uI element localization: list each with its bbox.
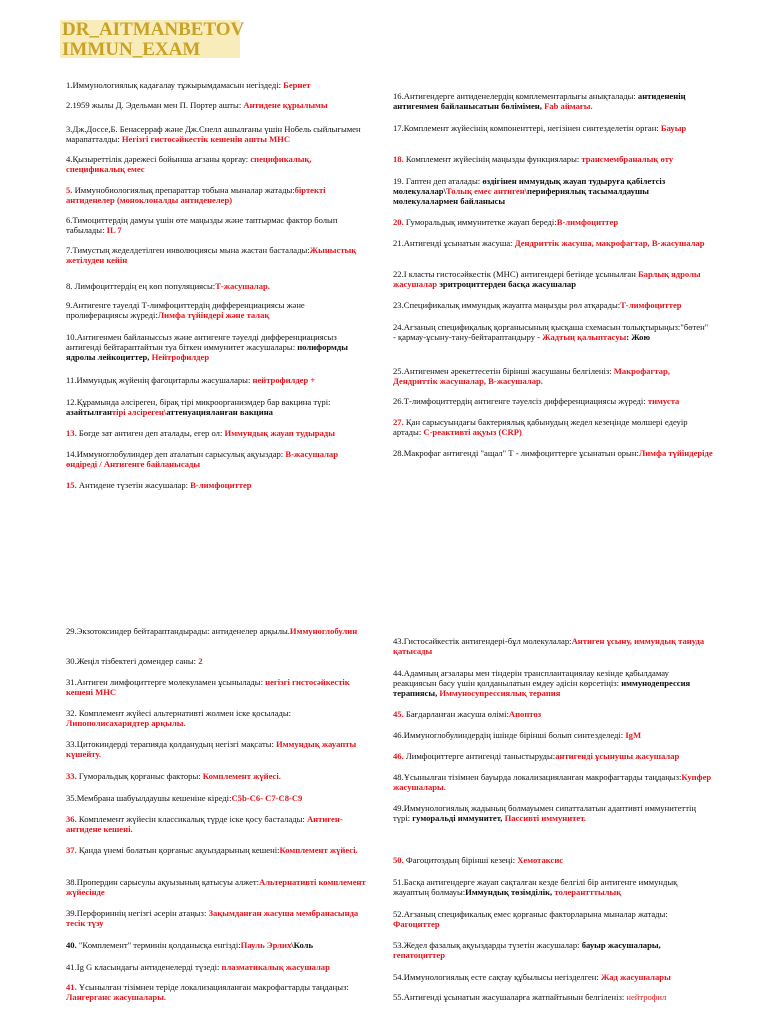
question-item bbox=[66, 332, 366, 362]
question-number: 9. bbox=[66, 300, 73, 310]
question-number: 33. bbox=[66, 739, 77, 749]
question-number: 7. bbox=[66, 245, 73, 255]
answer-text: трансмембраналық өту bbox=[581, 154, 674, 164]
question-item bbox=[66, 708, 366, 728]
answer-text: : Жою bbox=[626, 332, 651, 342]
question-item bbox=[393, 751, 713, 761]
question-item bbox=[393, 972, 713, 982]
question-text: Антигенмен байланыссыз және антигенге тәуелді дифференциациясыз антигенді бейтараптайтын туа біткен иммунитет жасушалары: bbox=[66, 332, 337, 352]
answer-text: негізгі гистосәйкестік кешені МНС bbox=[66, 677, 350, 697]
question-item bbox=[66, 962, 366, 972]
question-item bbox=[393, 154, 713, 164]
answer-text: иммунодепрессия терапиясы, bbox=[393, 678, 691, 698]
question-item bbox=[66, 739, 366, 759]
question-number: 6. bbox=[66, 215, 73, 225]
question-item bbox=[66, 982, 366, 1002]
question-text: Антигенді ұсынатын жасушаларға жатпайтынын белгіленіз: bbox=[403, 992, 627, 1002]
question-item bbox=[66, 80, 366, 90]
question-text: Антидене түзетін жасушалар: bbox=[76, 480, 191, 490]
question-text: Мембрана шабуылдаушы кешеніне кіреді: bbox=[76, 793, 232, 803]
question-text: Бөгде зат антиген деп аталады, егер ол: bbox=[76, 428, 225, 438]
question-item bbox=[66, 793, 366, 803]
question-number: 25. bbox=[393, 366, 404, 376]
question-number: 23. bbox=[393, 300, 404, 310]
question-item bbox=[66, 940, 366, 950]
question-number: 53. bbox=[393, 940, 404, 950]
answer-text: эритроциттерден басқа жасушалар bbox=[439, 279, 576, 289]
answer-text: бауыр жасушалары, bbox=[581, 940, 661, 950]
question-text: Басқа антигендерге жауап сақталған кезде белгілі бір антигенге иммундық жауаптың болмауы: bbox=[393, 877, 678, 897]
answer-text: Фагоциттер bbox=[393, 919, 440, 929]
answer-text: Толық емес антиген\ bbox=[445, 186, 528, 196]
question-number: 55. bbox=[393, 992, 404, 1002]
answer-text: Нейтрофилдер bbox=[151, 352, 210, 362]
question-text: Адамның ағзалары мен тіндерін трансплантациялау кезінде қабылдамау реакциясын басу үшін қолданылатын емдеу әдісін көрсетіңіз: bbox=[393, 668, 669, 688]
answer-text: В-лимфоциттер bbox=[556, 217, 619, 227]
question-number: 31. bbox=[66, 677, 77, 687]
question-item bbox=[393, 709, 713, 719]
answer-text: С-реактивті ақуыз (CRP) bbox=[423, 427, 522, 437]
answer-text: Комплемент жүйесі. bbox=[202, 771, 281, 781]
answer-text: Лимфа түйіндері және талақ bbox=[157, 310, 270, 320]
question-item bbox=[393, 91, 713, 111]
question-number: 41. bbox=[66, 982, 77, 992]
question-text: Антигенмен әрекеттесетін бірінші жасушаны белгіленіз: bbox=[403, 366, 614, 376]
answer-text: Антиденe құрылымы bbox=[243, 100, 328, 110]
answer-text: плазматикалық жасушалар bbox=[221, 962, 330, 972]
question-number: 22. bbox=[393, 269, 404, 279]
answer-text: Иммундық төзімділік, bbox=[465, 887, 555, 897]
question-number: 39. bbox=[66, 908, 77, 918]
answer-text: Иммундық жауап тудырады bbox=[224, 428, 335, 438]
question-item bbox=[393, 772, 713, 792]
answer-text: Бернет bbox=[283, 80, 311, 90]
question-item bbox=[393, 992, 713, 1002]
question-item bbox=[66, 908, 366, 928]
question-item bbox=[66, 771, 366, 781]
question-item bbox=[393, 877, 713, 897]
question-item bbox=[66, 656, 366, 666]
question-item bbox=[393, 855, 713, 865]
question-text: Лимфоциттердің ең көп популяциясы: bbox=[72, 281, 216, 291]
question-text: Макрофаг антигенді "ащал" Т - лимфоциттерге ұсынатын орын: bbox=[403, 448, 639, 458]
answer-text: өздігінен иммундық жауап тудыруға қабілетсіз молекулалар\ bbox=[393, 176, 666, 196]
question-item bbox=[66, 480, 366, 490]
question-text: Гаптен деп аталады: bbox=[403, 176, 483, 186]
answer-text: тірі әлсіреген\ bbox=[111, 407, 167, 417]
answer-text: Жад жасушалары bbox=[600, 972, 671, 982]
answer-text: IL 7 bbox=[106, 225, 122, 235]
question-text: Иммунологиялық жадының болмауымен сипатталатын адаптивті иммунитеттің түрі: bbox=[393, 803, 696, 823]
question-text: Ig G класындағы антиденелерді түзеді: bbox=[76, 962, 222, 972]
question-text: Комплемент жүйесінің маңызды функциялары: bbox=[403, 154, 582, 164]
question-text: Қан сарысуындағы бактериялық қабынудың жедел кезеңінде мөлшері едеуір артады: bbox=[393, 417, 688, 437]
question-text: Лимфоциттерге антигенді таныстыруды: bbox=[403, 751, 556, 761]
question-item bbox=[393, 238, 713, 248]
question-number: 40. bbox=[66, 940, 77, 950]
answer-text: 2 bbox=[198, 656, 203, 666]
question-number: 11. bbox=[66, 375, 77, 385]
question-number: 4. bbox=[66, 154, 73, 164]
answer-text: нейтрофилдер + bbox=[252, 375, 316, 385]
question-item bbox=[66, 814, 366, 834]
question-text: "Комплемент" терминін қолданысқа енгізді: bbox=[76, 940, 241, 950]
answer-text: Лимфа түйіндеріде bbox=[638, 448, 713, 458]
question-number: 14. bbox=[66, 449, 77, 459]
question-number: 46. bbox=[393, 751, 404, 761]
question-number: 38. bbox=[66, 877, 77, 887]
question-text: Қызыреттілік дәрежесі бойынша ағзаны қорғау: bbox=[72, 154, 251, 164]
question-number: 43. bbox=[393, 636, 404, 646]
question-text: Бағдарланған жасуша өлімі: bbox=[403, 709, 509, 719]
question-text: Дж.Доссе,Б. Бенасерраф және Дж.Снелл ашылғаны үшін Нобель сыйлығымен марапатталды: bbox=[66, 124, 361, 144]
question-text: Ағзаның спецификалық емес қорғаныс факторларына мыналар жатады: bbox=[403, 909, 668, 919]
page-title bbox=[62, 20, 244, 60]
question-number: 54. bbox=[393, 972, 404, 982]
question-number: 8. bbox=[66, 281, 73, 291]
question-number: 52. bbox=[393, 909, 404, 919]
question-number: 28. bbox=[393, 448, 404, 458]
question-number: 13. bbox=[66, 428, 77, 438]
answer-text: Антиген-антидене кешені. bbox=[66, 814, 343, 834]
title-line-2: IMMUN_EXAM bbox=[62, 39, 201, 60]
question-item bbox=[393, 123, 713, 133]
question-item bbox=[66, 626, 366, 636]
answer-text: Альтернативті комплемент жүйесінде bbox=[66, 877, 366, 897]
answer-text: біртекті антиденелер (моноклоналды антиденелер) bbox=[66, 185, 326, 205]
question-number: 21. bbox=[393, 238, 404, 248]
question-item bbox=[393, 269, 713, 289]
question-text: Ұсынылған тізімнен бауырда локализацияланған макрофагтарды таңдаңыз: bbox=[403, 772, 682, 782]
answer-text: Иммуноглобулин bbox=[289, 626, 358, 636]
answer-text: Пассивті иммунитет. bbox=[504, 813, 586, 823]
question-number: 41. bbox=[66, 962, 77, 972]
question-number: 46. bbox=[393, 730, 404, 740]
question-item bbox=[393, 300, 713, 310]
question-item bbox=[66, 677, 366, 697]
question-text: Пропердин сарысулы ақуызының қатысуы алжет: bbox=[76, 877, 260, 887]
question-number: 32. bbox=[66, 708, 77, 718]
question-item bbox=[66, 397, 366, 417]
answer-text: гуморальді иммунитет, bbox=[412, 813, 505, 823]
question-number: 49. bbox=[393, 803, 404, 813]
answer-text: Зақымданған жасуша мембранасында тесік түзу bbox=[66, 908, 359, 928]
question-text: Экзотоксиндер бейтараптандырады: антиденелер арқылы. bbox=[76, 626, 290, 636]
question-text: Антиген лимфоциттерге молекуламен ұсынылады: bbox=[76, 677, 266, 687]
question-number: 12. bbox=[66, 397, 77, 407]
answer-text: С5b-С6- С7-С8-С9 bbox=[231, 793, 303, 803]
question-item bbox=[393, 803, 713, 823]
answer-text: Жадтың қалыптасуы bbox=[542, 332, 627, 342]
answer-text: IgM bbox=[625, 730, 642, 740]
question-item bbox=[393, 217, 713, 227]
question-number: 35. bbox=[66, 793, 77, 803]
answer-text: \Коль bbox=[291, 940, 313, 950]
question-text: Құрамында әлсіреген, бірақ тірі микроорганизмдер бар вакцина түрі: bbox=[76, 397, 331, 407]
question-number: 44. bbox=[393, 668, 404, 678]
question-number: 19. bbox=[393, 176, 404, 186]
question-text: Гистосәйкестік антигендері-бұл молекулалар: bbox=[403, 636, 572, 646]
question-text: Тимоциттердің дамуы үшін өте маңызды және таптырмас фактор болып табылады: bbox=[66, 215, 338, 235]
question-text: Иммундық жүйенің фагоцитарлы жасушалары: bbox=[76, 375, 253, 385]
question-number: 20. bbox=[393, 217, 404, 227]
question-text: Гуморальдық қорғаныс факторы: bbox=[76, 771, 203, 781]
answer-text: толерантттылық bbox=[554, 887, 622, 897]
question-number: 37. bbox=[66, 845, 77, 855]
question-number: 33. bbox=[66, 771, 77, 781]
question-text: Иммунобиологиялық препараттар тобына мыналар жатады: bbox=[72, 185, 295, 195]
question-number: 30. bbox=[66, 656, 77, 666]
answer-text: Негізгі гистосәйкестік кешенін ашты МНС bbox=[121, 134, 291, 144]
question-item bbox=[393, 668, 713, 698]
answer-text: Бауыр bbox=[660, 123, 687, 133]
question-text: Иммунологиялық кадағалау тұжырымдамасын негіздеді: bbox=[72, 80, 284, 90]
question-text: I класты гистосәйкестік (МНС) антигендері бетінде ұсынылған bbox=[403, 269, 638, 279]
answer-text: полиформды ядролы лейкоциттер, bbox=[66, 342, 348, 362]
question-number: 27. bbox=[393, 417, 404, 427]
question-item bbox=[66, 245, 366, 265]
question-text: Иммунологиялық есте сақтау құбылысы негізделген: bbox=[403, 972, 601, 982]
question-number: 1. bbox=[66, 80, 73, 90]
question-item bbox=[393, 417, 713, 437]
answer-text: антигенді ұсынушы жасушалар bbox=[555, 751, 680, 761]
title-line-1: DR_AITMANBETOV bbox=[62, 19, 245, 40]
answer-text: перифериялық тасымалдаушы молекулалармен байланысы bbox=[393, 186, 649, 206]
answer-text: аттенуацияланған вакцина bbox=[166, 407, 273, 417]
question-number: 17. bbox=[393, 123, 404, 133]
question-text: Қанда үнемі болатын қорғаныс ақуыздарының кешені: bbox=[76, 845, 280, 855]
question-number: 2. bbox=[66, 100, 73, 110]
question-item bbox=[66, 300, 366, 320]
question-text: Ұсынылған тізімнен теріде локализацияланған макрофагтарды таңдаңыз: bbox=[76, 982, 349, 992]
question-text: Комплемент жүйесінің компоненттері, негізінен синтезделетін орган: bbox=[403, 123, 661, 133]
answer-text: спецификалық, спецификалық емес bbox=[66, 154, 312, 174]
answer-text: Комплемент жүйесі. bbox=[279, 845, 358, 855]
question-number: 48. bbox=[393, 772, 404, 782]
question-text: Тимустың жеделдетілген инволюциясы мына жастан басталады: bbox=[72, 245, 310, 255]
question-text: Гуморальдық иммунитетке жауап береді: bbox=[403, 217, 557, 227]
question-item bbox=[66, 154, 366, 174]
answer-text: Т-жасушалар. bbox=[215, 281, 270, 291]
question-number: 26. bbox=[393, 396, 404, 406]
question-text: Т-лимфоциттердің антигенге тәуелсіз дифференциациясы жүреді: bbox=[403, 396, 648, 406]
answer-text: Барлық ядролы жасушалар bbox=[393, 269, 701, 289]
question-item bbox=[393, 636, 713, 656]
question-number: 15. bbox=[66, 480, 77, 490]
answer-text: антидененің антигенмен байланысатын бөлімімен, bbox=[393, 91, 686, 111]
question-text: Цитокиндерді терапияда қолданудың негізгі мақсаты: bbox=[76, 739, 277, 749]
question-number: 51. bbox=[393, 877, 404, 887]
question-text: Антигендерге антиденелердің комплементарлығы анықталады: bbox=[403, 91, 638, 101]
answer-text: Жыныстық жетілуден кейін bbox=[66, 245, 357, 265]
answer-text: Fab аймағы. bbox=[544, 101, 593, 111]
question-item bbox=[393, 396, 713, 406]
question-number: 50. bbox=[393, 855, 404, 865]
question-number: 29. bbox=[66, 626, 77, 636]
question-text: Антигенге тәуелді Т-лимфоциттердің дифференциациясы және пролиферациясы жүреді: bbox=[66, 300, 305, 320]
question-item bbox=[66, 877, 366, 897]
question-text: Иммуноглобулиндердің ішінде бірінші болып синтезделеді: bbox=[403, 730, 626, 740]
answer-text: Лангерганс жасушалары. bbox=[66, 992, 167, 1002]
answer-text: Иммундық жауапты күшейту. bbox=[66, 739, 357, 759]
answer-text: Купфер жасушалары. bbox=[393, 772, 712, 792]
answer-text: В-жасушалар өндіреді / Антигенге байланысады bbox=[66, 449, 339, 469]
answer-text: Макрофагтар, Дендриттік жасушалар, В-жасушалар. bbox=[393, 366, 670, 386]
question-text: Жеңіл тізбектегі домендер саны: bbox=[76, 656, 199, 666]
question-number: 16. bbox=[393, 91, 404, 101]
question-item bbox=[66, 185, 366, 205]
question-item bbox=[66, 100, 366, 110]
question-number: 24. bbox=[393, 322, 404, 332]
answer-text: Т-лимфоциттер bbox=[620, 300, 682, 310]
question-item bbox=[393, 909, 713, 929]
question-text: Спецификалық иммундық жауапта маңызды рөл атқарады: bbox=[403, 300, 621, 310]
question-item bbox=[393, 366, 713, 386]
answer-text: Хемотаксис bbox=[517, 855, 564, 865]
answer-text: азайтылған bbox=[66, 407, 112, 417]
question-number: 5. bbox=[66, 185, 73, 195]
question-item bbox=[393, 448, 713, 458]
answer-text: Антиген ұсыну, иммундық тануда қатысады bbox=[393, 636, 705, 656]
answer-text: Пауль Эрлих bbox=[240, 940, 292, 950]
answer-text: тимуста bbox=[647, 396, 680, 406]
question-item bbox=[393, 730, 713, 740]
question-item bbox=[66, 428, 366, 438]
question-text: Ағзаның специфиқалық қорғанысының қысқаша схемасын толықтырыңыз:"бөтен" - қармау-ұсыну-тану-бейтараптандыру - bbox=[393, 322, 709, 342]
question-text: Перфориннің негізгі әсерін атаңыз: bbox=[76, 908, 209, 918]
question-item bbox=[66, 449, 366, 469]
question-item bbox=[66, 281, 366, 291]
question-item bbox=[393, 322, 713, 342]
question-number: 36. bbox=[66, 814, 77, 824]
question-text: Жедел фазалық ақуыздарды түзетін жасушалар: bbox=[403, 940, 582, 950]
answer-text: Дендриттік жасуша, макрофагтар, В-жасушалар bbox=[514, 238, 705, 248]
question-number: 10. bbox=[66, 332, 77, 342]
question-item bbox=[66, 124, 366, 144]
answer-text: Иммуносупрессиялық терапия bbox=[439, 688, 561, 698]
question-number: 3. bbox=[66, 124, 73, 134]
answer-text: Липополисахаридтер арқылы. bbox=[66, 718, 186, 728]
question-text: Комплемент жүйесі альтернативті жолмен іске қосылады: bbox=[76, 708, 291, 718]
question-text: 1959 жылы Д. Эдельман мен П. Портер ашты: bbox=[72, 100, 244, 110]
question-item bbox=[393, 940, 713, 960]
question-item bbox=[393, 176, 713, 206]
answer-text: гепатоциттер bbox=[393, 950, 445, 960]
question-item bbox=[66, 845, 366, 855]
question-text: Фагоцитоздың бірінші кезеңі: bbox=[403, 855, 518, 865]
question-number: 45. bbox=[393, 709, 404, 719]
question-text: Иммуноглобулиндер деп аталатын сарысулық ақуыздар: bbox=[76, 449, 286, 459]
question-text: Антигенді ұсынатын жасуша: bbox=[403, 238, 515, 248]
question-item bbox=[66, 215, 366, 235]
answer-text: Апоптоз bbox=[508, 709, 542, 719]
question-item bbox=[66, 375, 366, 385]
answer-text: нейтрофил bbox=[626, 992, 667, 1002]
question-number: 18. bbox=[393, 154, 404, 164]
answer-text: В-лимфоциттер bbox=[190, 480, 252, 490]
question-text: Комплемент жүйесін классикалық түрде іске қосу басталады: bbox=[76, 814, 307, 824]
